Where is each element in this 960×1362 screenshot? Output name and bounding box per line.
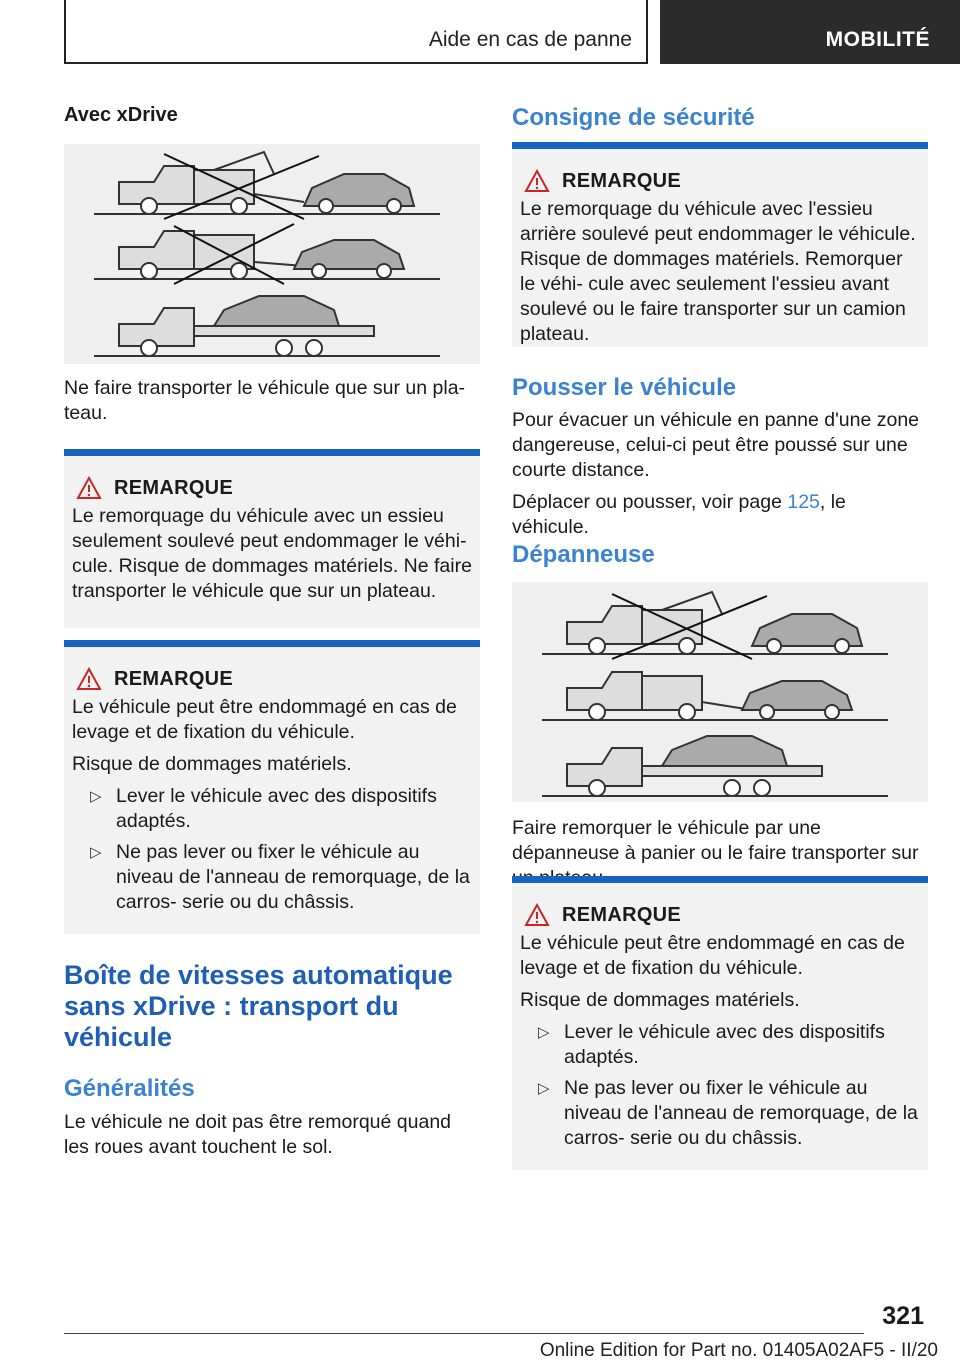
warning-note-1 xyxy=(64,449,480,628)
list-item: ▷ Ne pas lever ou fixer le véhicule au niveau de l'anneau de remorquage, de la carros‐ serie ou du châssis. xyxy=(538,1077,918,1149)
triangle-right-icon: ▷ xyxy=(538,1080,550,1097)
note-text: Risque de dommages matériels. xyxy=(72,753,352,775)
warning-note-2 xyxy=(64,640,480,934)
triangle-right-icon: ▷ xyxy=(90,844,102,861)
header-section-box xyxy=(64,0,648,64)
heading-safety: Consigne de sécurité xyxy=(512,104,755,131)
note-title: REMARQUE xyxy=(114,667,234,690)
warning-note-4 xyxy=(512,876,928,1170)
push-text: Pour évacuer un véhicule en panne d'une zone dangereuse, celui-ci peut être poussé sur une courte distance. xyxy=(512,409,920,481)
towing-illustration xyxy=(512,582,928,802)
warning-triangle-icon xyxy=(524,903,550,927)
note-title: REMARQUE xyxy=(562,903,682,926)
header-chapter-title: MOBILITÉ xyxy=(825,28,930,51)
towing-figure-tow-truck xyxy=(512,582,928,802)
list-item: ▷ Ne pas lever ou fixer le véhicule au niveau de l'anneau de remorquage, de la carros‐ serie ou du châssis. xyxy=(90,841,470,913)
figure-caption-xdrive: Ne faire transporter le véhicule que sur un pla‐ teau. xyxy=(64,377,466,424)
note-title: REMARQUE xyxy=(114,476,234,499)
note-text: Le véhicule peut être endommagé en cas de levage et de fixation du véhicule. xyxy=(520,932,905,979)
footer-divider xyxy=(64,1333,864,1334)
list-item: ▷ Lever le véhicule avec des dispositifs adaptés. xyxy=(90,785,437,832)
triangle-right-icon: ▷ xyxy=(538,1024,550,1041)
heading-automatic-transport: Boîte de vitesses automatique sans xDrive : transport du véhicule xyxy=(64,960,453,1052)
tow-caption: Faire remorquer le véhicule par une dépanneuse à panier ou le faire transporter sur xyxy=(512,817,919,864)
note-text: Risque de dommages matériels. xyxy=(520,989,800,1011)
heading-tow-truck: Dépanneuse xyxy=(512,541,655,568)
page-link[interactable]: 125 xyxy=(787,491,820,513)
warning-note-3 xyxy=(512,142,928,347)
note-title: REMARQUE xyxy=(562,169,682,192)
warning-triangle-icon xyxy=(76,476,102,500)
note-text: Le remorquage du véhicule avec un essieu seulement soulevé peut endommager le véhi‐ cule. Risque de dommages matériels. Ne faire transporter le véhicule que sur un plateau. xyxy=(72,505,472,602)
list-item: ▷ Lever le véhicule avec des dispositifs adaptés. xyxy=(538,1021,885,1068)
triangle-right-icon: ▷ xyxy=(90,788,102,805)
warning-triangle-icon xyxy=(76,667,102,691)
subhead-xdrive: Avec xDrive xyxy=(64,104,178,126)
move-reference: Déplacer ou pousser, voir page 125, le véhicule. xyxy=(512,491,846,538)
header-section-title: Aide en cas de panne xyxy=(428,28,632,51)
towing-illustration xyxy=(64,144,480,364)
page-number: 321 xyxy=(882,1302,924,1330)
towing-figure-xdrive xyxy=(64,144,480,364)
warning-triangle-icon xyxy=(524,169,550,193)
heading-generalites: Généralités xyxy=(64,1075,195,1102)
note-text: Le remorquage du véhicule avec l'essieu arrière soulevé peut endommager le véhicule. Risque de dommages matériels. Remorquer le véhi‐ cule avec seulement l'essieu avant soulevé ou le faire transporter sur un camion plateau. xyxy=(520,198,916,345)
header-chapter-box xyxy=(660,0,960,64)
heading-push-vehicle: Pousser le véhicule xyxy=(512,374,737,401)
note-text: Le véhicule peut être endommagé en cas de levage et de fixation du véhicule. xyxy=(72,696,457,743)
footer-edition: Online Edition for Part no. 01405A02AF5 - II/20 xyxy=(539,1340,938,1361)
generalites-text: Le véhicule ne doit pas être remorqué quand les roues avant touchent le sol. xyxy=(64,1111,452,1158)
